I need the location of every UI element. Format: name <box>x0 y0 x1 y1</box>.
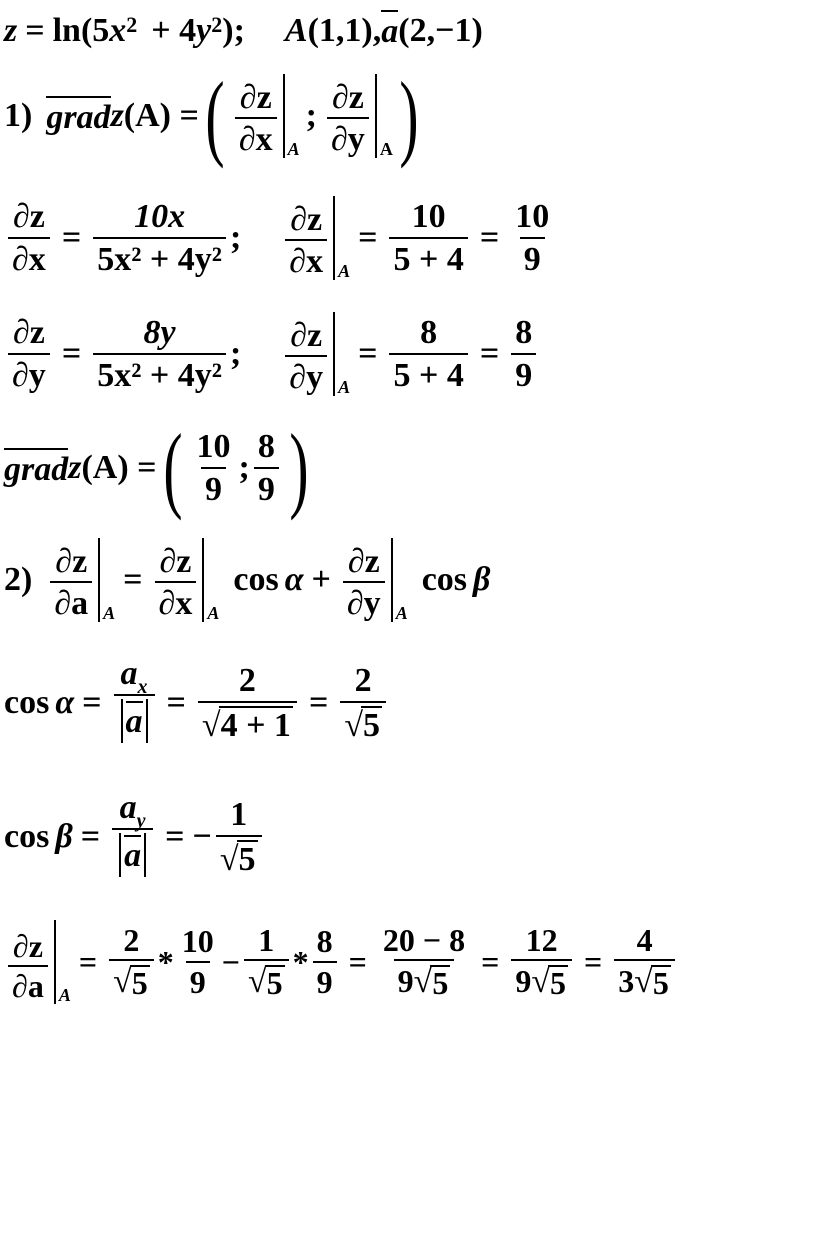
denominator: 5x² + 4y² <box>93 353 226 394</box>
grad-arg: (A) = <box>123 97 199 134</box>
denominator: ∂x <box>235 117 277 158</box>
numerator: 2 <box>123 921 140 958</box>
z-var: z <box>4 11 18 49</box>
exp-y: 2 <box>211 11 223 37</box>
denominator: 9 √ 5 <box>394 959 455 1000</box>
partial-y-expr <box>93 315 226 393</box>
radicand: 5 <box>131 964 148 1001</box>
term-3 <box>244 921 289 1001</box>
term-5 <box>379 921 469 1001</box>
denominator: ∂x <box>155 581 197 622</box>
numerator: ∂z <box>159 542 192 580</box>
ay-over-norm <box>112 790 153 884</box>
denominator: ∂y <box>285 355 327 396</box>
radicand: 5 <box>266 964 283 1001</box>
equals-sign: = <box>358 335 378 372</box>
grad-z: z <box>68 449 82 486</box>
left-paren: ( <box>162 414 183 521</box>
denominator: √ 5 <box>244 959 289 1000</box>
radicand: 5 <box>550 964 567 1001</box>
dz-dx-at-a <box>281 196 350 280</box>
numerator: 12 <box>525 921 558 958</box>
result <box>511 315 536 393</box>
denominator: 5 + 4 <box>389 237 467 278</box>
ln-close: ); <box>222 11 245 49</box>
numerator <box>116 789 150 832</box>
numerator <box>117 655 152 698</box>
denominator: 9 <box>511 353 536 394</box>
sub-a: A <box>395 603 408 623</box>
sub-a: A <box>338 261 351 281</box>
equals-sign: = <box>584 943 603 980</box>
numerator: 8y <box>143 313 176 351</box>
term-2 <box>178 922 218 1000</box>
numerator: 1 <box>258 921 275 958</box>
dz-dy-at-a <box>281 312 350 396</box>
numerator: ∂z <box>239 78 272 116</box>
minus-sign: − <box>221 943 240 980</box>
step-number: 1) <box>4 97 33 134</box>
numerator: 2 <box>354 662 372 699</box>
plus-sign: + <box>311 561 331 598</box>
sub-a: A <box>379 139 393 159</box>
semicolon: ; <box>229 335 242 372</box>
point-a: A(1,1), <box>284 11 382 49</box>
numerator: 10 <box>515 197 550 235</box>
equals-sign: = <box>348 943 367 980</box>
dz-dx <box>8 199 50 277</box>
radicand: 5 <box>238 840 256 878</box>
sub-a: A <box>338 377 351 397</box>
partial-x-expr <box>93 199 226 277</box>
vector-a: a <box>124 837 142 875</box>
denominator: √ 5 <box>340 701 386 744</box>
equals-sign: = <box>479 335 500 372</box>
equals-sign: = <box>78 943 98 980</box>
right-paren: ) <box>399 62 419 169</box>
equals-sign: = <box>358 219 378 256</box>
numerator: 10 <box>196 427 231 465</box>
grad-arg: (A) = <box>81 449 157 486</box>
substituted <box>389 199 467 277</box>
numerator: 4 <box>636 921 653 958</box>
grad-z: z <box>110 97 124 134</box>
exp-x: 2 <box>126 11 138 37</box>
directional-derivative-formula <box>4 538 490 622</box>
dz-dy <box>8 315 50 393</box>
numerator: 20 − 8 <box>382 921 466 958</box>
equals-sign: = <box>479 219 500 256</box>
substituted <box>389 315 467 393</box>
minus-sign: − <box>192 818 212 856</box>
denominator: ∂y <box>8 353 50 394</box>
grad-x <box>193 429 235 507</box>
numerator: ∂z <box>347 542 380 580</box>
equals-sign: = <box>61 219 82 256</box>
term-4 <box>313 922 337 1000</box>
denominator: 9 <box>186 961 210 1000</box>
denominator: ∂x <box>8 237 50 278</box>
right-paren: ) <box>289 414 309 521</box>
numerator: ∂z <box>290 200 323 238</box>
dz-da-at-a <box>4 920 71 1004</box>
substituted <box>198 663 297 743</box>
term-1 <box>109 921 154 1001</box>
multiply-sign: * <box>157 943 174 980</box>
separator: ; <box>238 449 250 486</box>
numerator: 1 <box>230 796 248 833</box>
equals-sign: = <box>82 684 102 722</box>
partial-x-line <box>4 196 557 280</box>
equals-sign: = <box>80 818 101 856</box>
numerator: ∂z <box>12 197 45 235</box>
numerator: 2 <box>238 662 256 699</box>
grad-y <box>254 429 279 507</box>
numerator: 8 <box>316 922 333 959</box>
radicand: 5 <box>652 964 669 1001</box>
y-var: y <box>196 11 212 49</box>
coefficient: 3 <box>618 963 635 1000</box>
sub-y: y <box>136 809 146 832</box>
term-6 <box>511 921 572 1001</box>
result <box>511 199 553 277</box>
denominator: ∂y <box>343 581 385 622</box>
alpha: α <box>284 561 304 598</box>
beta: β <box>473 561 491 598</box>
cos-label: cos <box>4 818 50 856</box>
radicand: 5 <box>362 706 380 744</box>
denominator: 3 √ 5 <box>614 959 675 1000</box>
a-component: a <box>119 789 137 826</box>
multiply-sign: * <box>292 943 309 980</box>
cos-beta-line <box>4 790 266 884</box>
gradient-result <box>4 414 315 521</box>
sub-x: x <box>137 675 148 698</box>
denominator: √ 4 + 1 <box>198 701 297 744</box>
denominator: 5x² + 4y² <box>93 237 226 278</box>
gradient-definition <box>4 62 425 169</box>
numerator: 10 <box>181 922 214 959</box>
dz-dy-at-a <box>339 538 408 622</box>
ax-over-norm <box>114 656 155 750</box>
equals-sign: = <box>481 943 500 980</box>
equals-sign: = <box>123 561 143 598</box>
beta: β <box>55 818 73 856</box>
numerator: ∂z <box>331 78 364 116</box>
grad-label: grad <box>46 96 110 137</box>
dz-da-at-a <box>46 538 115 622</box>
numerator: 10x <box>134 197 186 235</box>
numerator: 10 <box>411 197 446 235</box>
grad-label: grad <box>4 448 68 489</box>
numerator: ∂z <box>12 313 45 351</box>
denominator: √ 5 <box>216 835 262 878</box>
numerator: 8 <box>420 313 438 351</box>
alpha: α <box>55 684 75 722</box>
final-result <box>614 921 675 1001</box>
vector-a: a <box>125 703 143 741</box>
equals-sign: = <box>308 684 329 722</box>
sub-a: A <box>103 603 116 623</box>
denominator <box>114 694 155 751</box>
denominator: 9 <box>201 467 226 508</box>
denominator <box>112 828 153 885</box>
numerator: ∂z <box>290 316 323 354</box>
equals-sign: = <box>165 818 185 856</box>
radicand: 4 + 1 <box>220 706 291 744</box>
vector-coords: (2,−1) <box>398 11 483 49</box>
x-var: x <box>109 11 127 49</box>
separator: ; <box>305 97 317 134</box>
equals-sign: = <box>61 335 82 372</box>
sub-a: A <box>58 985 71 1005</box>
left-paren: ( <box>205 62 225 169</box>
denominator: 9 <box>254 467 279 508</box>
equals-sign: = <box>25 11 45 49</box>
plus-four: + 4 <box>151 11 197 49</box>
denominator: ∂y <box>327 117 369 158</box>
sub-a: A <box>287 139 300 159</box>
coefficient: 9 <box>515 963 532 1000</box>
cos-label: cos <box>4 684 50 722</box>
denominator: 5 + 4 <box>389 353 467 394</box>
radicand: 5 <box>432 964 449 1001</box>
partial-y-line <box>4 312 540 396</box>
cos-label: cos <box>421 561 468 598</box>
semicolon: ; <box>229 219 242 256</box>
numerator: ∂z <box>55 542 88 580</box>
denominator: 9 √ 5 <box>511 959 572 1000</box>
result <box>340 663 386 743</box>
ln-open: ln(5 <box>52 11 110 49</box>
dz-dy-at-a <box>323 74 393 158</box>
final-computation <box>4 920 679 1004</box>
dz-dx-at-a <box>151 538 220 622</box>
denominator: 9 <box>313 961 337 1000</box>
denominator: 9 <box>520 237 545 278</box>
equals-sign: = <box>166 684 186 722</box>
numerator: ∂z <box>12 927 43 964</box>
dz-dx-at-a <box>231 74 300 158</box>
denominator: ∂x <box>285 239 327 280</box>
result <box>216 797 262 877</box>
cos-alpha-line <box>4 656 390 750</box>
given-line <box>4 10 483 51</box>
numerator: 8 <box>515 313 533 351</box>
coefficient: 9 <box>397 963 414 1000</box>
a-component: a <box>120 655 138 692</box>
cos-label: cos <box>233 561 279 598</box>
denominator: ∂a <box>50 581 92 622</box>
step-number: 2) <box>4 561 33 598</box>
numerator: 8 <box>257 427 275 465</box>
denominator: √ 5 <box>109 959 154 1000</box>
vector-a: a <box>381 10 398 51</box>
denominator: ∂a <box>8 965 48 1004</box>
sub-a: A <box>207 603 220 623</box>
